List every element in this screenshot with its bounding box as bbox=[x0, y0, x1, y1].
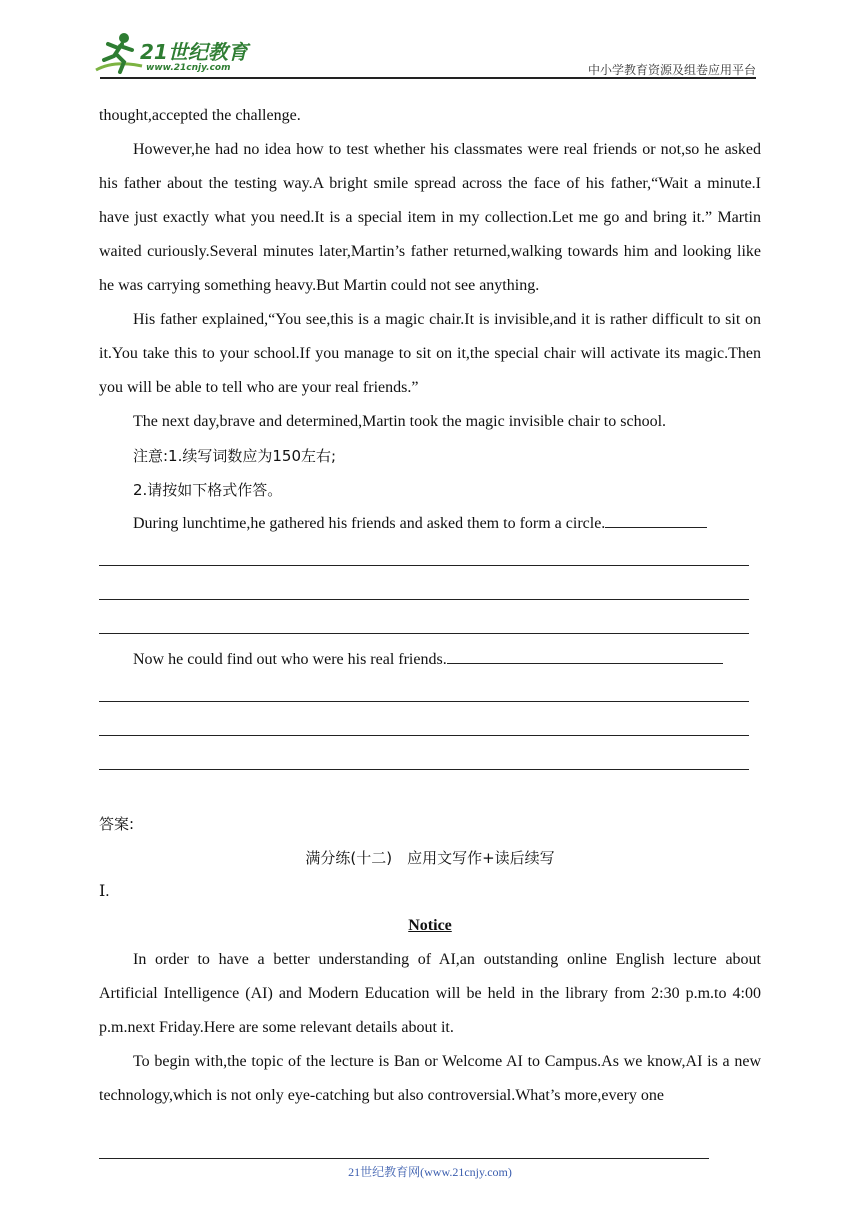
writing-blank bbox=[605, 515, 707, 528]
paragraph-3: His father explained,“You see,this is a magic chair.It is invisible,and it is rather difficult to sit on it.You take this to your school.If you manage to sit on it,the special chair will activate its magic.Then you will be able to tell who are your real friends.” bbox=[99, 311, 761, 396]
platform-name: 中小学教育资源及组卷应用平台 bbox=[587, 63, 756, 77]
section-title: 满分练(十二) 应用文写作+读后续写 bbox=[305, 849, 555, 867]
paragraph-2: However,he had no idea how to test whether his classmates were real friends or not,so he asked his father about the testing way.A bright smile spread across the face of his father,“Wait a minute.I have just exactly what you need.It is a special item in my collection.Let me go and bring it.” Martin waited curiously.Several minutes later,Martin’s father returned,walking towards him and looking like he was carrying something heavy.But Martin could not see anything. bbox=[99, 141, 761, 294]
notice-title: Notice bbox=[408, 917, 452, 934]
paragraph-1: thought,accepted the challenge. bbox=[99, 107, 301, 124]
prompt-2 bbox=[99, 643, 761, 677]
section-number: Ⅰ. bbox=[99, 883, 110, 900]
paragraph-4: The next day,brave and determined,Martin took the magic invisible chair to school. bbox=[133, 413, 667, 430]
document-body bbox=[99, 99, 761, 1113]
prompt-1 bbox=[99, 507, 761, 541]
page-header bbox=[0, 0, 860, 80]
writing-line bbox=[99, 745, 761, 779]
logo bbox=[94, 30, 264, 78]
header-divider bbox=[100, 77, 756, 79]
answer-paragraph-2: To begin with,the topic of the lecture is Ban or Welcome AI to Campus.As we know,AI is a new technology,which is not only eye-catching but also controversial.What’s more,every one bbox=[99, 1053, 761, 1104]
note-1: 注意:1.续写词数应为150左右; bbox=[133, 447, 337, 465]
runner-logo-icon bbox=[94, 30, 146, 76]
writing-line bbox=[99, 677, 761, 711]
prompt-1-text: During lunchtime,he gathered his friends and asked them to form a circle. bbox=[133, 515, 606, 532]
writing-blank bbox=[447, 651, 723, 664]
answer-label: 答案: bbox=[99, 815, 135, 833]
note-2: 2.请按如下格式作答。 bbox=[133, 481, 283, 499]
footer-text: 21世纪教育网(www.21cnjy.com) bbox=[348, 1165, 512, 1179]
writing-line bbox=[99, 541, 761, 575]
writing-line bbox=[99, 575, 761, 609]
answer-paragraph-1: In order to have a better understanding of AI,an outstanding online English lecture about Artificial Intelligence (AI) and Modern Education will be held in the library from 2:30 p.m.to 4:00 p.m.next Friday.Here are some relevant details about it. bbox=[99, 951, 761, 1036]
footer-divider bbox=[99, 1158, 709, 1159]
writing-line bbox=[99, 711, 761, 745]
logo-url: www.21cnjy.com bbox=[146, 63, 231, 73]
writing-line bbox=[99, 609, 761, 643]
logo-text: 21世纪教育 bbox=[140, 40, 248, 64]
prompt-2-text: Now he could find out who were his real friends. bbox=[133, 651, 447, 668]
